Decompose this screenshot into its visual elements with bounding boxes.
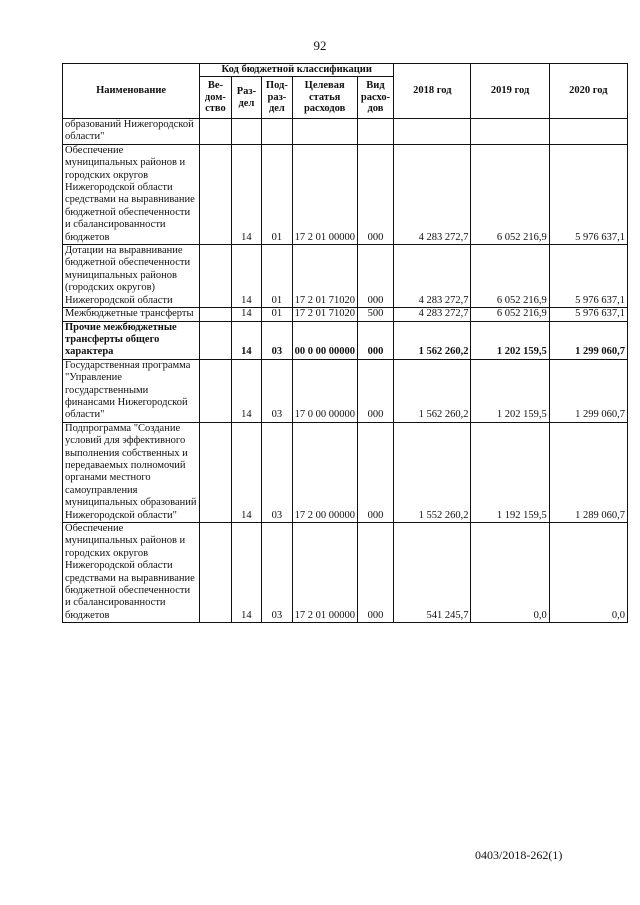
row-target-article: 17 0 00 00000 [292,359,357,422]
row-expense-type: 000 [357,144,394,244]
row-value-2018: 4 283 272,7 [394,308,471,321]
table-row [63,308,628,321]
row-value-2020: 1 289 060,7 [549,422,627,522]
header-budget-classification: Код бюджетной классификации [200,64,394,77]
row-vedomstvo [200,422,232,522]
row-value-2019: 1 202 159,5 [471,321,549,359]
row-vedomstvo [200,144,232,244]
row-name: Прочие межбюджетные трансферты общего характера [63,321,200,359]
row-razdel: 14 [231,308,261,321]
row-name: Дотации на выравнивание бюджетной обеспеченности муниципальных районов (городских округов) Нижегородской области [63,245,200,308]
row-vedomstvo [200,321,232,359]
row-podrazdel: 01 [262,245,292,308]
row-value-2018: 541 245,7 [394,523,471,623]
row-vedomstvo [200,523,232,623]
row-expense-type: 500 [357,308,394,321]
table-row [63,422,628,522]
table-row [63,359,628,422]
row-expense-type: 000 [357,321,394,359]
row-value-2020: 1 299 060,7 [549,359,627,422]
row-expense-type: 000 [357,422,394,522]
row-expense-type [357,119,394,145]
row-value-2019 [471,119,549,145]
row-razdel: 14 [231,523,261,623]
row-value-2020 [549,119,627,145]
row-podrazdel: 01 [262,308,292,321]
row-value-2019: 6 052 216,9 [471,308,549,321]
table-row [63,523,628,623]
page-number: 92 [313,38,327,53]
row-expense-type: 000 [357,359,394,422]
row-target-article: 17 2 01 71020 [292,245,357,308]
row-name: Межбюджетные трансферты [63,308,200,321]
row-value-2018: 4 283 272,7 [394,245,471,308]
row-expense-type: 000 [357,523,394,623]
row-target-article: 00 0 00 00000 [292,321,357,359]
header-expense-type: Вид расхо- дов [357,77,394,119]
table-row [63,119,628,145]
row-podrazdel: 01 [262,144,292,244]
row-vedomstvo [200,119,232,145]
row-podrazdel [262,119,292,145]
row-name: Обеспечение муниципальных районов и городских округов Нижегородской области средствами на выравнивание бюджетной обеспеченности и сбалансированности бюджетов [63,523,200,623]
row-value-2018: 1 562 260,2 [394,359,471,422]
row-value-2019: 0,0 [471,523,549,623]
row-value-2019: 1 192 159,5 [471,422,549,522]
row-value-2018: 4 283 272,7 [394,144,471,244]
row-value-2020: 5 976 637,1 [549,308,627,321]
budget-table [62,63,628,623]
row-razdel: 14 [231,321,261,359]
row-vedomstvo [200,308,232,321]
row-target-article [292,119,357,145]
table-row [63,245,628,308]
row-name: Подпрограмма "Создание условий для эффективного выполнения собственных и передаваемых полномочий органами местного самоуправления муниципальных образований Нижегородской области" [63,422,200,522]
row-value-2020: 5 976 637,1 [549,245,627,308]
row-value-2018 [394,119,471,145]
row-value-2018: 1 562 260,2 [394,321,471,359]
row-value-2019: 1 202 159,5 [471,359,549,422]
row-target-article: 17 2 01 00000 [292,523,357,623]
header-target-article: Целевая статья расходов [292,77,357,119]
row-value-2020: 0,0 [549,523,627,623]
row-razdel: 14 [231,144,261,244]
row-razdel: 14 [231,422,261,522]
row-razdel: 14 [231,245,261,308]
table-row [63,321,628,359]
header-vedomstvo: Ве- дом- ство [200,77,232,119]
header-name: Наименование [63,64,200,119]
row-value-2020: 5 976 637,1 [549,144,627,244]
header-2018: 2018 год [394,64,471,119]
row-name: Государственная программа "Управление государственными финансами Нижегородской области" [63,359,200,422]
row-target-article: 17 2 01 71020 [292,308,357,321]
row-podrazdel: 03 [262,523,292,623]
row-podrazdel: 03 [262,422,292,522]
row-podrazdel: 03 [262,359,292,422]
row-razdel [231,119,261,145]
row-value-2018: 1 552 260,2 [394,422,471,522]
row-name: образований Нижегородской области" [63,119,200,145]
row-value-2020: 1 299 060,7 [549,321,627,359]
row-value-2019: 6 052 216,9 [471,144,549,244]
row-podrazdel: 03 [262,321,292,359]
document-code: 0403/2018-262(1) [475,848,563,862]
row-target-article: 17 2 00 00000 [292,422,357,522]
header-podrazdel: Под- раз- дел [262,77,292,119]
header-2020: 2020 год [549,64,627,119]
table-row [63,144,628,244]
row-target-article: 17 2 01 00000 [292,144,357,244]
row-expense-type: 000 [357,245,394,308]
row-name: Обеспечение муниципальных районов и городских округов Нижегородской области средствами на выравнивание бюджетной обеспеченности и сбалансированности бюджетов [63,144,200,244]
header-2019: 2019 год [471,64,549,119]
row-value-2019: 6 052 216,9 [471,245,549,308]
row-vedomstvo [200,245,232,308]
header-razdel: Раз- дел [231,77,261,119]
row-vedomstvo [200,359,232,422]
row-razdel: 14 [231,359,261,422]
